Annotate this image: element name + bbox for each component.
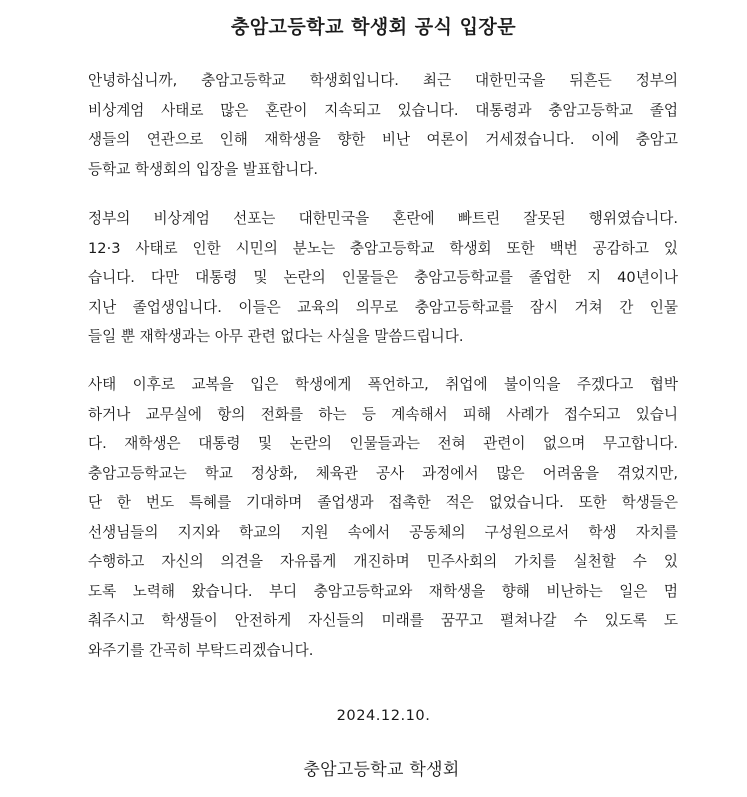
text-line: 수행하고 자신의 의견을 자유롭게 개진하며 민주사회의 가치를 실천할 수 있 xyxy=(88,553,678,570)
text-line: 지난 졸업생입니다. 이들은 교육의 의무로 충암고등학교를 잠시 거쳐 간 인물 xyxy=(88,298,678,316)
text-line: 안녕하십니까, 충암고등학교 학생회입니다. 최근 대한민국을 뒤흔든 정부의 xyxy=(88,72,678,89)
document-signature: 충암고등학교 학생회 xyxy=(303,760,460,780)
text-line: 정부의 비상계엄 선포는 대한민국을 혼란에 빠트린 잘못된 행위였습니다. xyxy=(88,210,678,227)
text-line: 도록 노력해 왔습니다. 부디 충암고등학교와 재학생을 향해 비난하는 일은 멈 xyxy=(88,582,678,600)
text-line: 와주기를 간곡히 부탁드리겠습니다. xyxy=(88,641,314,659)
document-date: 2024.12.10. xyxy=(336,707,431,724)
text-line: 충암고등학교는 학교 정상화, 체육관 공사 과정에서 많은 어려움을 겪었지만, xyxy=(88,464,678,482)
text-line: 단 한 번도 특혜를 기대하며 졸업생과 접촉한 적은 없었습니다. 또한 학생들은 xyxy=(88,494,678,511)
text-line: 들일 뿐 재학생과는 아무 관련 없다는 사실을 말씀드립니다. xyxy=(88,328,464,345)
paragraph-request xyxy=(88,370,678,665)
paragraph-position xyxy=(88,204,678,352)
text-line: 춰주시고 학생들이 안전하게 자신들의 미래를 꿈꾸고 펼쳐나갈 수 있도록 도 xyxy=(88,612,678,629)
text-line: 12·3 사태로 인한 시민의 분노는 충암고등학교 학생회 또한 백번 공감하고 있 xyxy=(88,239,678,257)
text-line: 선생님들의 지지와 학교의 지원 속에서 공동체의 구성원으로서 학생 자치를 xyxy=(88,523,678,541)
text-line: 생들의 연관으로 인해 재학생을 향한 비난 여론이 거세졌습니다. 이에 충암고 xyxy=(88,131,678,148)
text-line: 습니다. 다만 대통령 및 논란의 인물들은 충암고등학교를 졸업한 지 40년이나 xyxy=(88,269,678,286)
paragraph-introduction xyxy=(88,66,678,184)
text-line: 등학교 학생회의 입장을 발표합니다. xyxy=(88,160,319,178)
text-line: 비상계엄 사태로 많은 혼란이 지속되고 있습니다. 대통령과 충암고등학교 졸업 xyxy=(88,101,678,119)
document-title: 충암고등학교 학생회 공식 입장문 xyxy=(230,16,517,38)
text-line: 사태 이후로 교복을 입은 학생에게 폭언하고, 취업에 불이익을 주겠다고 협박 xyxy=(88,376,678,393)
text-line: 다. 재학생은 대통령 및 논란의 인물들과는 전혀 관련이 없으며 무고합니다. xyxy=(88,435,678,452)
text-line: 하거나 교무실에 항의 전화를 하는 등 계속해서 피해 사례가 접수되고 있습니 xyxy=(88,405,678,423)
